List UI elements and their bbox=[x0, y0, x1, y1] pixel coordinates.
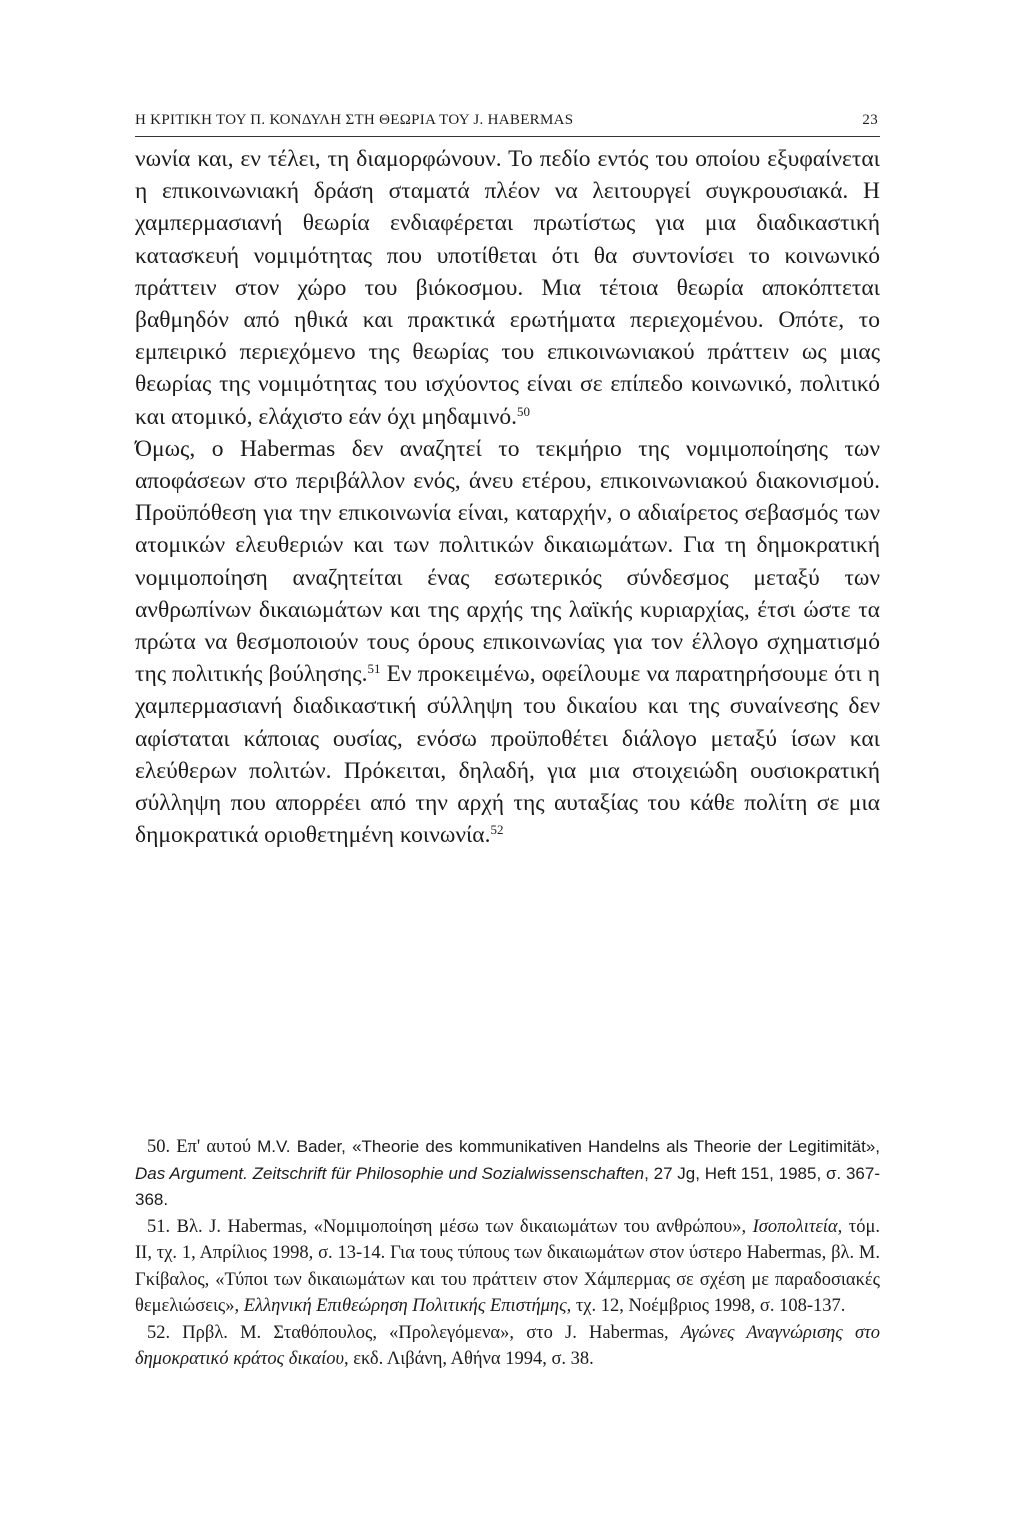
running-header bbox=[135, 112, 880, 137]
footnotes bbox=[135, 1134, 880, 1373]
footnote-51-text-b: , τόμ. II, τχ. 1, Απρίλιος 1998, σ. 13-14. Για τους τύπους των δικαιωμάτων στον ύστερο Habermas, βλ. Μ. Γκίβαλος, «Τύποι των δικαιωμάτων και του πράττειν στον Χάμπερμας σε σχέση με παραδοσιακές θεμελιώσεις», bbox=[135, 1216, 880, 1316]
footnote-50-author: M.V. Bader, «Theorie des kommunikativen Handelns als Theorie der Legitimität», bbox=[257, 1137, 881, 1156]
paragraph-1 bbox=[135, 143, 880, 433]
footnote-50 bbox=[135, 1134, 880, 1214]
footnote-52 bbox=[135, 1320, 880, 1373]
footnote-ref-50: 50 bbox=[516, 403, 530, 419]
paragraph-2-text-a: Όμως, ο Habermas δεν αναζητεί το τεκμήριο της νομιμοποίησης των αποφάσεων στο περιβάλλον ενός, άνευ ετέρου, επικοινωνιακού διακονισμού. Προϋπόθεση για την επικοινωνία είναι, καταρχήν, ο αδιαίρετος σεβασμός των ατομικών ελευθεριών και των πολιτικών δικαιωμάτων. Για τη δημοκρατική νομιμοποίηση αναζητείται ένας εσωτερικός σύνδεσμος μεταξύ των ανθρωπίνων δικαιωμάτων και της αρχής της λαϊκής κυριαρχίας, έτσι ώστε τα πρώτα να θεσμοποιούν τους όρους επικοινωνίας για τον έλλογο σχηματισμό της πολιτικής βούλησης. bbox=[135, 435, 880, 688]
paragraph-2 bbox=[135, 433, 880, 852]
footnote-51 bbox=[135, 1214, 880, 1320]
footnote-ref-51: 51 bbox=[367, 661, 381, 677]
main-text bbox=[135, 143, 880, 851]
paragraph-2-text-b: Εν προκειμένω, οφείλουμε να παρατηρήσουμε ότι η χαμπερμασιανή διαδικαστική σύλληψη του δικαίου και της συναίνεσης δεν αφίσταται κάποιας ουσίας, ενόσω προϋποθέτει διάλογο μεταξύ ίσων και ελεύθερων πολιτών. Πρόκειται, δηλαδή, για μια στοιχειώδη ουσιοκρατική σύλληψη που απορρέει από την αρχή της αυταξίας του κάθε πολίτη σε μια δημοκρατικά οριοθετημένη κοινωνία. bbox=[135, 661, 880, 849]
paragraph-1-text: νωνία και, εν τέλει, τη διαμορφώνουν. Το πεδίο εντός του οποίου εξυφαίνεται η επικοινωνιακή δράση σταματά πλέον να λειτουργεί συγκρουσιακά. Η χαμπερμασιανή θεωρία ενδιαφέρεται πρωτίστως για μια διαδικαστική κατασκευή νομιμότητας που υποτίθεται ότι θα συντονίσει το κοινωνικό πράττειν στον χώρο του βιόκοσμου. Μια τέτοια θεωρία αποκόπτεται βαθμηδόν από ηθικά και πρακτικά ερωτήματα περιεχομένου. Οπότε, το εμπειρικό περιεχόμενο της θεωρίας του επικοινωνιακού πράττειν ως μιας θεωρίας της νομιμότητας του ισχύοντος είναι σε επίπεδο κοινωνικό, πολιτικό και ατομικό, ελάχιστο εάν όχι μηδαμινό. bbox=[135, 146, 880, 430]
footnote-51-text-c: , τχ. 12, Νοέμβριος 1998, σ. 108-137. bbox=[566, 1296, 846, 1316]
footnote-50-prefix: 50. Επ' αυτού bbox=[147, 1137, 258, 1157]
footnote-51-text-a: 51. Βλ. J. Habermas, «Νομιμοποίηση μέσω των δικαιωμάτων του ανθρώπου», bbox=[147, 1216, 753, 1237]
footnote-51-journal-a: Ισοπολιτεία bbox=[752, 1216, 838, 1237]
footnote-52-text-b: , εκδ. Λιβάνη, Αθήνα 1994, σ. 38. bbox=[343, 1349, 594, 1369]
footnote-52-title: Αγώνες Αναγνώρισης στο δημοκρατικό κράτος δικαίου bbox=[135, 1322, 880, 1369]
book-page bbox=[135, 112, 880, 1452]
footnote-50-details: , 27 Jg, Heft 151, 1985, σ. 367-368. bbox=[135, 1163, 881, 1209]
page-number: 23 bbox=[862, 112, 878, 128]
footnote-50-journal: Das Argument. Zeitschrift für Philosophie und Sozialwissenschaften bbox=[135, 1163, 645, 1183]
running-title: Η ΚΡΙΤΙΚΗ ΤΟΥ Π. ΚΟΝΔΥΛΗ ΣΤΗ ΘΕΩΡΙΑ ΤΟΥ J. HABERMAS bbox=[135, 112, 574, 128]
footnote-ref-52: 52 bbox=[490, 822, 504, 838]
footnote-52-text-a: 52. Πρβλ. Μ. Σταθόπουλος, «Προλεγόμενα», στο J. Habermas, bbox=[147, 1322, 681, 1343]
footnote-51-journal-b: Ελληνική Επιθεώρηση Πολιτικής Επιστήμης bbox=[243, 1296, 567, 1316]
